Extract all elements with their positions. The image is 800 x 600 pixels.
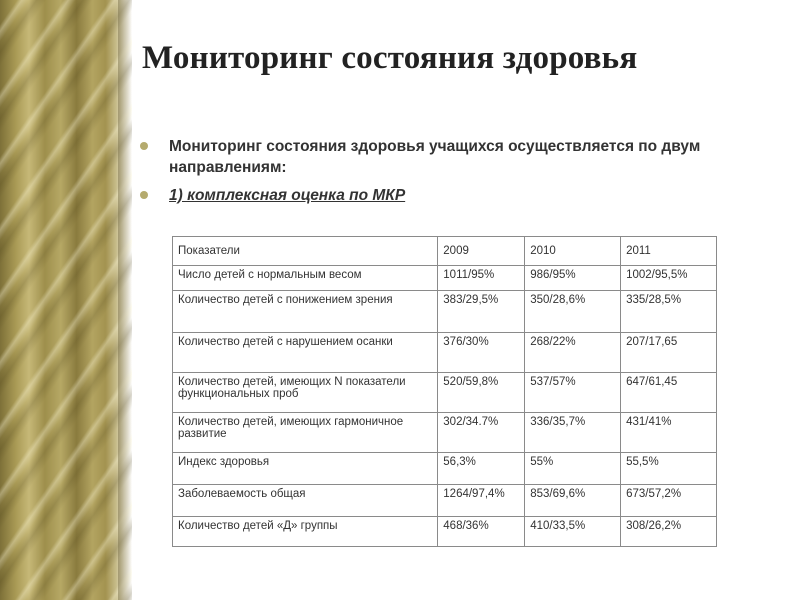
table-cell: 1002/95,5% — [621, 266, 717, 291]
table-cell: 207/17,65 — [621, 333, 717, 373]
table-cell: Количество детей с нарушением осанки — [173, 333, 438, 373]
table-cell: 468/36% — [438, 517, 525, 547]
bullet-item — [140, 136, 790, 178]
table-row — [173, 517, 717, 547]
table-cell: 853/69,6% — [525, 485, 621, 517]
table-row — [173, 373, 717, 413]
table-cell: 520/59,8% — [438, 373, 525, 413]
table-row — [173, 266, 717, 291]
table-row — [173, 485, 717, 517]
table-cell: 335/28,5% — [621, 291, 717, 333]
table-row — [173, 291, 717, 333]
bullet-dot-icon — [140, 142, 148, 150]
side-band-shadow — [118, 0, 132, 600]
table-row — [173, 453, 717, 485]
table-cell: 55% — [525, 453, 621, 485]
bullet-list — [140, 136, 790, 213]
table-cell: Количество детей «Д» группы — [173, 517, 438, 547]
slide-title: Мониторинг состояния здоровья — [142, 40, 638, 76]
table-cell: 56,3% — [438, 453, 525, 485]
bullet-text: 1) комплексная оценка по МКР — [169, 187, 406, 204]
table-cell: 647/61,45 — [621, 373, 717, 413]
table-cell: 350/28,6% — [525, 291, 621, 333]
table-cell: Число детей с нормальным весом — [173, 266, 438, 291]
table-cell: 376/30% — [438, 333, 525, 373]
table-cell: 410/33,5% — [525, 517, 621, 547]
table-cell: 302/34.7% — [438, 413, 525, 453]
table-cell: 986/95% — [525, 266, 621, 291]
table-cell: 383/29,5% — [438, 291, 525, 333]
table-cell: 673/57,2% — [621, 485, 717, 517]
table-cell: Количество детей с понижением зрения — [173, 291, 438, 333]
header-cell: 2009 — [438, 237, 525, 266]
table-row — [173, 413, 717, 453]
health-stats-table — [172, 236, 717, 547]
table-row — [173, 333, 717, 373]
bullet-dot-icon — [140, 191, 148, 199]
table-cell: 537/57% — [525, 373, 621, 413]
table-cell: 268/22% — [525, 333, 621, 373]
header-cell: 2010 — [525, 237, 621, 266]
header-cell: Показатели — [173, 237, 438, 266]
table-cell: Количество детей, имеющих N показатели функциональных проб — [173, 373, 438, 413]
table-cell: 308/26,2% — [621, 517, 717, 547]
table-cell: Заболеваемость общая — [173, 485, 438, 517]
table-cell: Индекс здоровья — [173, 453, 438, 485]
table-header-row — [173, 237, 717, 266]
header-cell: 2011 — [621, 237, 717, 266]
decorative-side-band — [0, 0, 132, 600]
bullet-text: Мониторинг состояния здоровья учащихся осуществляется по двум направлениям: — [169, 138, 701, 176]
table-cell: 55,5% — [621, 453, 717, 485]
bullet-item — [140, 185, 790, 206]
table-cell: Количество детей, имеющих гармоничное развитие — [173, 413, 438, 453]
table-cell: 1011/95% — [438, 266, 525, 291]
table-cell: 431/41% — [621, 413, 717, 453]
table-cell: 336/35,7% — [525, 413, 621, 453]
table-cell: 1264/97,4% — [438, 485, 525, 517]
